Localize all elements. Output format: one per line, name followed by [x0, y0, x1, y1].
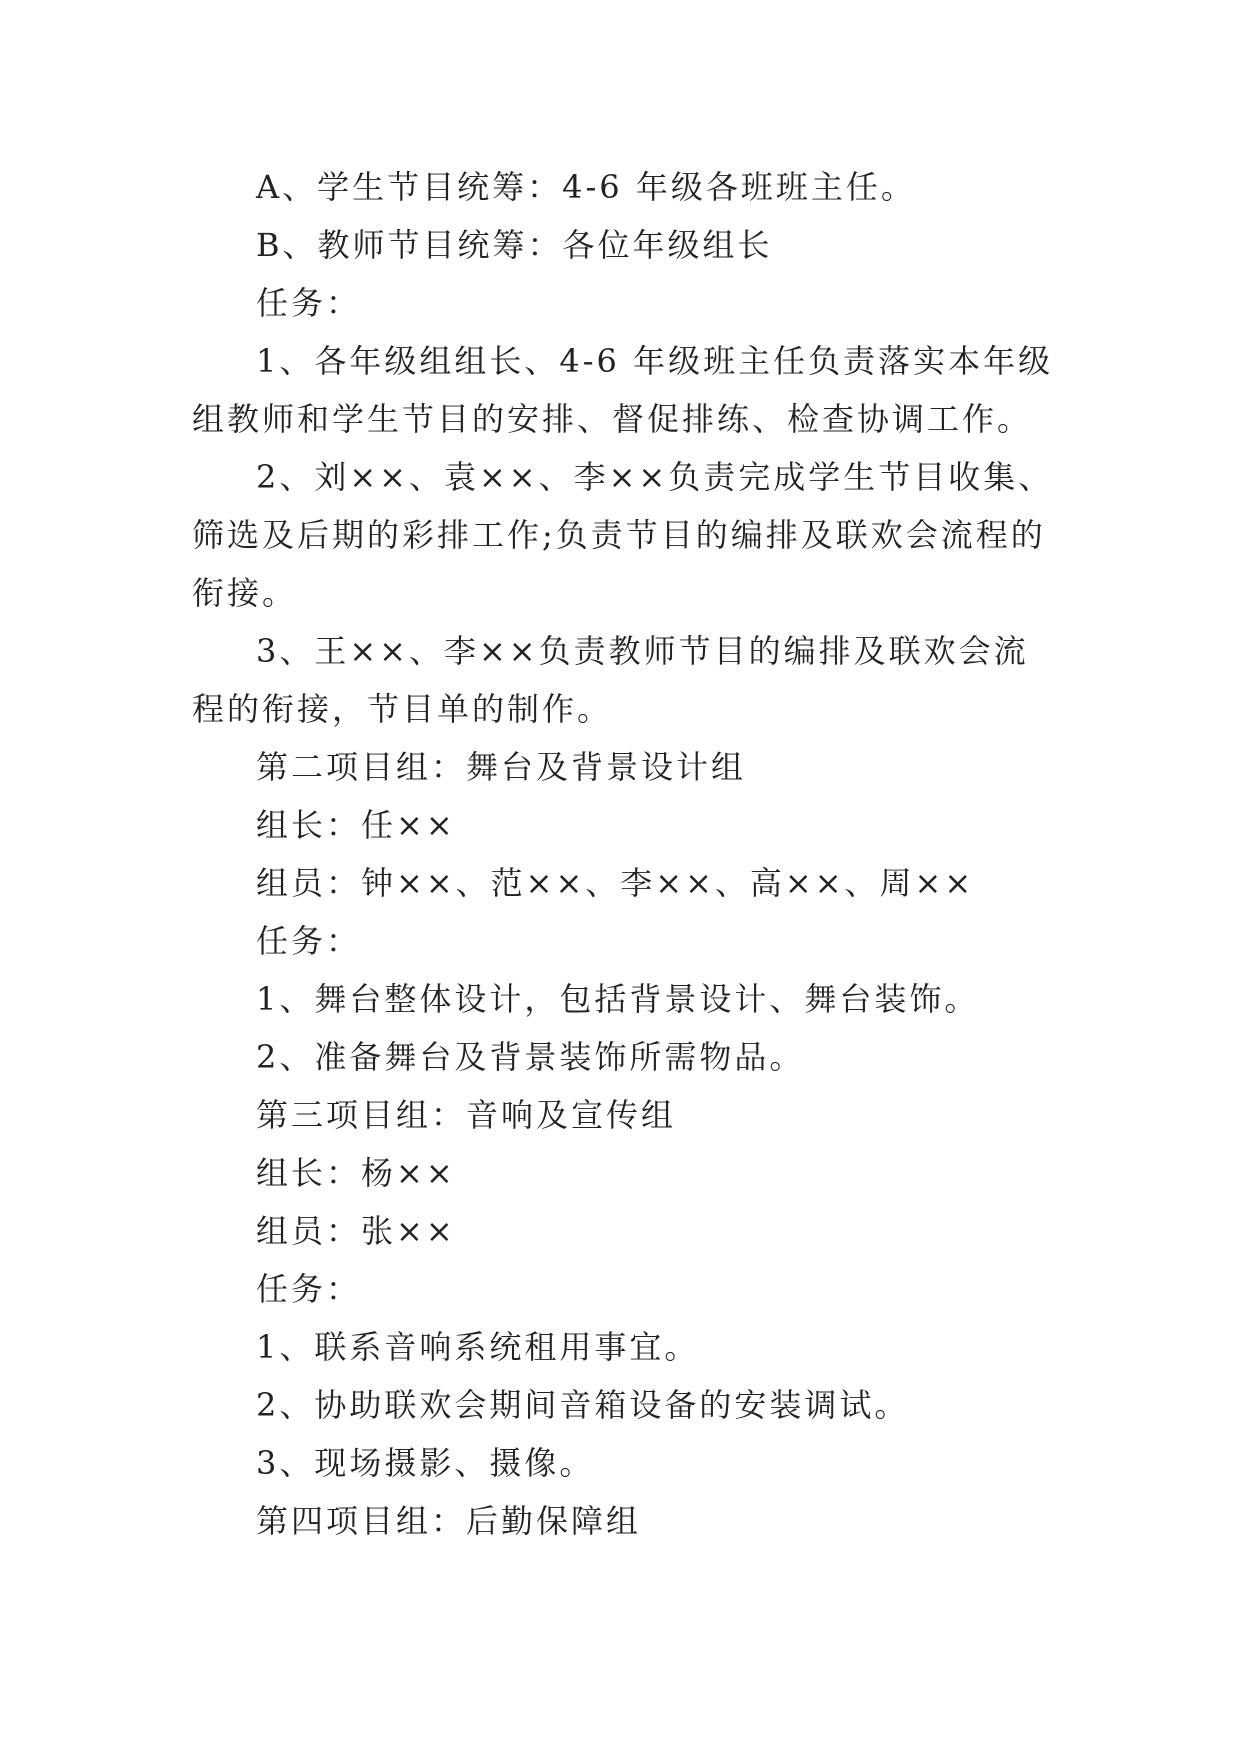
- paragraph: 2、刘××、袁××、李××负责完成学生节目收集、筛选及后期的彩排工作;负责节目的编排及联欢会流程的衔接。: [192, 458, 1054, 612]
- paragraph: 任务：: [256, 1270, 362, 1308]
- paragraph: 组长：任××: [256, 806, 456, 844]
- paragraph: 3、现场摄影、摄像。: [256, 1444, 595, 1482]
- section-heading: 第三项目组：音响及宣传组: [256, 1096, 677, 1134]
- paragraph: 任务：: [256, 284, 362, 322]
- paragraph: 任务：: [256, 922, 362, 960]
- paragraph: 1、各年级组组长、4-6 年级班主任负责落实本年级组教师和学生节目的安排、督促排练、检查协调工作。: [192, 342, 1054, 438]
- paragraph: 1、联系音响系统租用事宜。: [256, 1328, 700, 1366]
- paragraph: 2、准备舞台及背景装饰所需物品。: [256, 1038, 805, 1076]
- paragraph: 2、协助联欢会期间音箱设备的安装调试。: [256, 1386, 910, 1424]
- section-heading: 第四项目组：后勤保障组: [256, 1502, 642, 1540]
- paragraph: B、教师节目统筹：各位年级组长: [256, 226, 773, 264]
- paragraph: 3、王××、李××负责教师节目的编排及联欢会流程的衔接，节目单的制作。: [192, 632, 1029, 728]
- paragraph: 组员：钟××、范××、李××、高××、周××: [256, 864, 975, 902]
- paragraph: A、学生节目统筹：4-6 年级各班班主任。: [256, 168, 916, 206]
- document-body: [192, 158, 1062, 1550]
- paragraph: 1、舞台整体设计，包括背景设计、舞台装饰。: [256, 980, 980, 1018]
- paragraph: 组长：杨××: [256, 1154, 456, 1192]
- paragraph: 组员：张××: [256, 1212, 456, 1250]
- section-heading: 第二项目组：舞台及背景设计组: [256, 748, 747, 786]
